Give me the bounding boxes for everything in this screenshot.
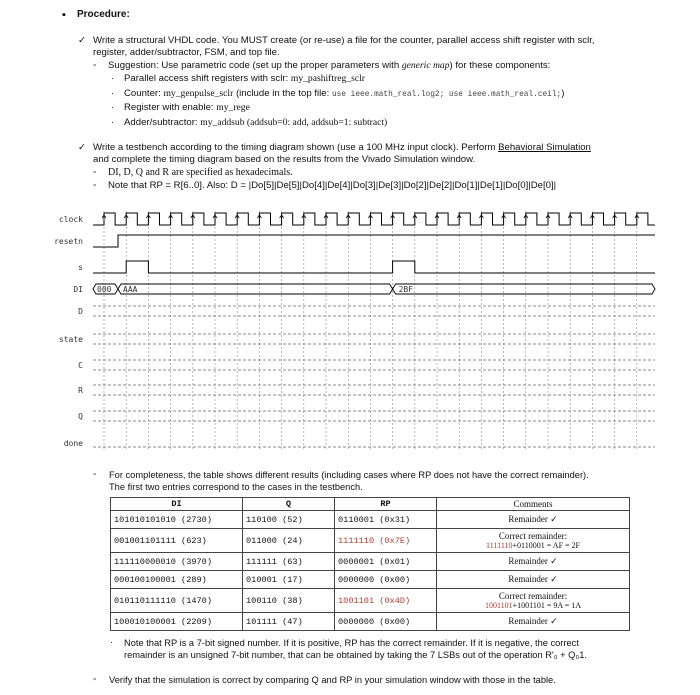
comment-calc-rest: +0110001 = AF = 2F (512, 540, 580, 550)
component-label: Register with enable: (124, 102, 217, 113)
table-row (111, 571, 630, 589)
signal-label-c: C (78, 361, 83, 370)
cell-di: 001001101111 (623) (111, 529, 243, 553)
sub-bullet-icon: ◦ (93, 674, 97, 685)
s-waveform (93, 261, 655, 273)
suggestion-suffix: ) for these components: (449, 60, 551, 71)
comment-calc-red: 1111110 (486, 540, 513, 550)
sub-bullet-icon: ◦ (93, 167, 97, 178)
table-row (111, 553, 630, 571)
behavioral-simulation-link[interactable]: Behavioral Simulation (498, 142, 591, 153)
cell-comment: Remainder ✓ (437, 553, 630, 571)
sub-bullet-icon: ◦ (93, 60, 97, 71)
signal-label-done: done (63, 439, 83, 448)
procedure-heading: Procedure: (77, 9, 130, 20)
component-extra: (addsub=0: add, addsub=1: subtract) (244, 117, 388, 128)
header-comments: Comments (437, 498, 630, 511)
cell-rp: 0000000 (0x00) (335, 613, 437, 631)
signal-label-resetn: resetn (54, 237, 83, 246)
generic-map-term: generic map (401, 60, 450, 71)
component-register (124, 102, 250, 114)
component-bullet-icon: · (111, 117, 115, 128)
signal-label-clock: clock (58, 215, 83, 224)
component-label: Parallel access shift registers with sclr: (124, 73, 291, 84)
results-table (110, 497, 630, 631)
cell-comment: Remainder ✓ (437, 511, 630, 529)
suggestion-prefix: Suggestion: Use parametric code (set up the proper parameters with (108, 60, 402, 71)
cell-comment: Remainder ✓ (437, 571, 630, 589)
timing-diagram (0, 203, 700, 463)
table-row (111, 529, 630, 553)
signal-label-r: R (78, 386, 83, 395)
di-segment (118, 284, 393, 294)
bullet-icon: ▪ (62, 9, 66, 21)
signal-label-q: Q (78, 412, 83, 421)
verify-text: Verify that the simulation is correct by comparing Q and RP in your simulation window with those in the table. (109, 675, 556, 685)
item2-line1 (93, 142, 591, 154)
comment-line: Correct remainder: (498, 590, 568, 601)
component-shiftreg (124, 73, 365, 85)
component-name: my_genpulse_sclr (163, 88, 234, 99)
component-extra: ) (561, 88, 565, 99)
resetn-waveform (93, 235, 655, 247)
comment-calc-rest: +1001101 = 9A = 1A (512, 600, 582, 610)
component-extra: (include in the top file: (233, 88, 332, 99)
component-bullet-icon: · (110, 637, 114, 648)
di-segment (393, 284, 655, 294)
item1-line1: Write a structural VHDL code. You MUST create (or re-use) a file for the counter, parallel access shift register with sclr, (93, 35, 595, 46)
item2-text: Write a testbench according to the timing diagram shown (use a 100 MHz input clock). Perform (93, 142, 499, 153)
table-header-row (111, 498, 630, 511)
table-row (111, 511, 630, 529)
component-bullet-icon: · (111, 73, 115, 84)
item1-line2: register, adder/subtractor, FSM, and top file. (93, 47, 280, 58)
results-intro-line2: The first two entries correspond to the cases in the testbench. (109, 482, 363, 492)
component-counter (124, 88, 564, 101)
cell-comment: Remainder ✓ (437, 613, 630, 631)
cell-q: 111111 (63) (243, 553, 335, 571)
cell-rp: 0000001 (0x01) (335, 553, 437, 571)
cell-di: 000100100001 (289) (111, 571, 243, 589)
cell-rp: 0110001 (0x31) (335, 511, 437, 529)
comment-calc-red: 1001101 (484, 600, 513, 610)
component-code: use ieee.math_real.log2; use ieee.math_real.ceil; (331, 91, 562, 99)
cell-rp: 0000000 (0x00) (335, 571, 437, 589)
note-line2: remainder is an unsigned 7-bit number, that can be obtained by taking the 7 LSBs out of the operation R'₀ + Q₀1. (124, 650, 588, 660)
table-row (111, 589, 630, 613)
cell-comment (437, 529, 630, 553)
cell-q: 100110 (38) (243, 589, 335, 613)
timing-grid (104, 211, 637, 451)
item2-line2: and complete the timing diagram based on the results from the Vivado Simulation window. (93, 154, 476, 165)
component-name: my_addsub (200, 117, 245, 128)
clock-waveform (93, 213, 655, 225)
component-bullet-icon: · (111, 88, 115, 99)
results-intro-line1: For completeness, the table shows different results (including cases where RP does not have the correct remainder). (109, 470, 589, 480)
table-row (111, 613, 630, 631)
component-label: Counter: (124, 88, 164, 99)
sub-bullet-icon: ◦ (93, 180, 97, 191)
sub-bullet-icon: ◦ (93, 469, 97, 480)
di-value: 2BF (398, 285, 414, 294)
component-bullet-icon: · (111, 102, 115, 113)
header-di: DI (111, 498, 243, 511)
signal-label-di: DI (73, 285, 83, 294)
header-q: Q (243, 498, 335, 511)
comment-calc (440, 541, 626, 551)
comment-calc (440, 601, 626, 611)
note-rp: Note that RP = R[6..0]. Also: D = |Do[5]|De[5]|Do[4]|De[4]|Do[3]|De[3]|Do[2]|De[2]|Do[1]|De[1]|Do[0]|De[0]| (108, 180, 557, 191)
cell-di: 100010100001 (2209) (111, 613, 243, 631)
component-name: my_pashiftreg_sclr (290, 73, 365, 84)
cell-q: 110100 (52) (243, 511, 335, 529)
cell-di: 101010101010 (2730) (111, 511, 243, 529)
header-rp: RP (335, 498, 437, 511)
cell-q: 010001 (17) (243, 571, 335, 589)
cell-di: 111110000010 (3970) (111, 553, 243, 571)
signal-label-d: D (78, 307, 83, 316)
checkmark-icon: ✓ (78, 35, 87, 46)
signal-label-s: s (78, 263, 83, 272)
di-value: AAA (123, 285, 138, 294)
component-name: my_rege (216, 102, 250, 113)
cell-comment (437, 589, 630, 613)
component-addsub (124, 117, 387, 129)
di-value: 000 (97, 285, 112, 294)
cell-q: 011000 (24) (243, 529, 335, 553)
note-hex: DI, D, Q and R are specified as hexadecimals. (108, 167, 293, 178)
note-line1: Note that RP is a 7-bit signed number. If it is positive, RP has the correct remainder. If it is negative, the correct (124, 638, 579, 648)
signal-label-state: state (58, 335, 83, 344)
cell-di: 010110111110 (1470) (111, 589, 243, 613)
cell-rp: 1001101 (0x4D) (335, 589, 437, 613)
checkmark-icon: ✓ (78, 142, 87, 153)
suggestion-text (108, 60, 550, 72)
comment-line: Correct remainder: (498, 530, 568, 541)
cell-q: 101111 (47) (243, 613, 335, 631)
cell-rp: 1111110 (0x7E) (335, 529, 437, 553)
component-label: Adder/subtractor: (124, 117, 201, 128)
